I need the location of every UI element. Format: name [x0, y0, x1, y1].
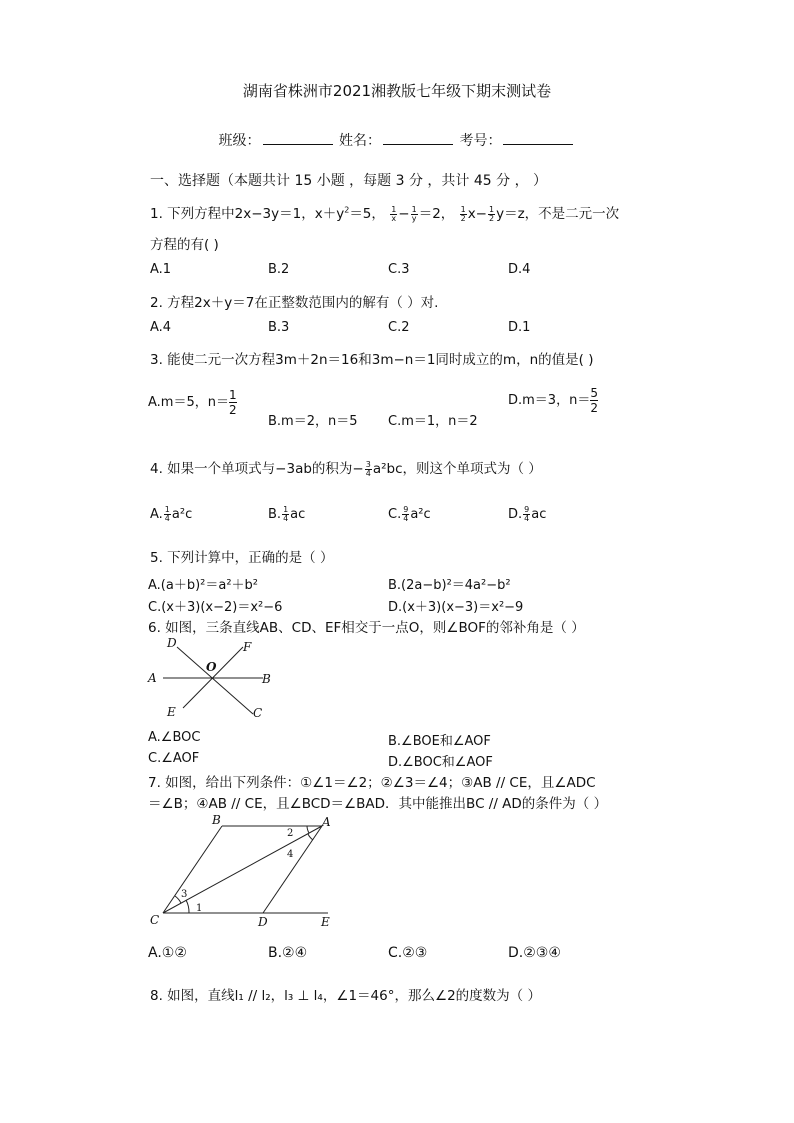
- q7-option-c[interactable]: C.②③: [388, 945, 428, 961]
- q4-c-num: 9: [403, 505, 409, 514]
- q6-label-a: A: [148, 671, 157, 685]
- q7-label-b: B: [212, 813, 221, 827]
- q3-a-den: 2: [228, 403, 237, 417]
- q6-label-d: D: [167, 636, 177, 650]
- q4-text-b: a²bc，则这个单项式为（ ）: [372, 461, 542, 477]
- q1-option-d[interactable]: D.4: [508, 262, 531, 277]
- number-blank[interactable]: [503, 132, 573, 145]
- q7-label-1: 1: [196, 903, 203, 914]
- q4-d-prefix: D.: [508, 507, 523, 522]
- q7-label-3: 3: [181, 889, 188, 900]
- q4-a-den: 4: [164, 514, 170, 523]
- q2-option-b[interactable]: B.3: [268, 320, 290, 335]
- name-label: 姓名：: [339, 133, 381, 149]
- q3-option-a-text: A.m＝5，n＝: [148, 395, 229, 410]
- q4-option-d[interactable]: [508, 506, 546, 523]
- q4-frac-den: 4: [365, 468, 371, 478]
- q7-figure: [145, 812, 345, 932]
- q1-text-e: y＝z，不是二元一次: [496, 206, 620, 222]
- q1-text-b: ＝5，: [349, 206, 385, 222]
- q4-c-prefix: C.: [388, 507, 402, 522]
- q7-option-a[interactable]: A.①②: [148, 945, 187, 961]
- section-heading: 一、选择题（本题共计 15 小题 ，每题 3 分 ，共计 45 分 ， ）: [150, 173, 548, 189]
- q3-d-den: 2: [590, 401, 598, 415]
- q3-option-d-frac: [590, 386, 598, 415]
- q4-frac: [365, 461, 372, 478]
- question-7-line1: 7. 如图，给出下列条件：①∠1＝∠2；②∠3＝∠4；③AB // CE，且∠ADC: [148, 775, 596, 791]
- q2-option-c[interactable]: C.2: [388, 320, 410, 335]
- q6-option-a[interactable]: A.∠BOC: [148, 730, 201, 745]
- q1-frac-1y: $\frac{1}{y}$: [411, 204, 417, 223]
- q6-label-f: F: [243, 640, 252, 654]
- q4-d-num: 9: [524, 505, 530, 514]
- q4-a-prefix: A.: [150, 507, 163, 522]
- name-blank[interactable]: [383, 132, 453, 145]
- q4-b-den: 4: [283, 514, 289, 523]
- q6-label-o: O: [206, 660, 217, 674]
- q1-frac-half-2: $\frac{1}{2}$: [489, 204, 495, 223]
- q4-c-frac: [402, 506, 409, 523]
- q4-a-frac: [164, 506, 171, 523]
- q4-text-a: 4. 如果一个单项式与−3ab的积为−: [150, 461, 364, 477]
- q1-text-c: ＝2，: [418, 206, 455, 222]
- q4-option-b[interactable]: [268, 506, 305, 523]
- q4-b-rest: ac: [290, 507, 306, 522]
- q1-option-c[interactable]: C.3: [388, 262, 410, 277]
- q6-label-c: C: [253, 706, 263, 720]
- q1-frac-1x: $\frac{1}{x}$: [391, 204, 397, 223]
- q3-option-a[interactable]: [148, 388, 237, 417]
- q7-angle-1-arc: [186, 900, 189, 913]
- student-info: [0, 130, 794, 150]
- q6-option-d[interactable]: D.∠BOC和∠AOF: [388, 755, 493, 770]
- q1-frac-half-1: $\frac{1}{2}$: [460, 204, 466, 223]
- q4-b-prefix: B.: [268, 507, 282, 522]
- question-3: 3. 能使二元一次方程3m＋2n＝16和3m−n＝1同时成立的m，n的值是( ): [150, 352, 594, 368]
- q3-d-num: 5: [590, 386, 598, 400]
- q2-option-a[interactable]: A.4: [150, 320, 172, 335]
- class-blank[interactable]: [263, 132, 333, 145]
- q7-option-d[interactable]: D.②③④: [508, 945, 561, 961]
- page-title: 湖南省株洲市2021湘教版七年级下期末测试卷: [242, 82, 552, 100]
- q6-line-dc: [177, 647, 253, 714]
- q5-option-b[interactable]: B.(2a−b)²＝4a²−b²: [388, 578, 511, 593]
- q1-text-d: x−: [467, 206, 487, 222]
- q7-label-d: D: [258, 915, 268, 929]
- q5-option-c[interactable]: C.(x＋3)(x−2)＝x²−6: [148, 600, 283, 615]
- q7-label-a: A: [322, 815, 331, 829]
- q4-b-num: 1: [283, 505, 289, 514]
- q1-line2: 方程的有( ): [150, 237, 219, 253]
- q1-text-a: 1. 下列方程中2x−3y＝1，x＋y: [150, 206, 345, 222]
- q7-label-c: C: [150, 913, 160, 927]
- q4-c-rest: a²c: [410, 507, 431, 522]
- q4-d-frac: [523, 506, 530, 523]
- q7-line-bc: [163, 826, 222, 913]
- q4-frac-num: 3: [365, 459, 371, 469]
- q4-a-num: 1: [164, 505, 170, 514]
- question-7-line2: ＝∠B；④AB // CE，且∠BCD＝∠BAD．其中能推出BC // AD的条件为（ ）: [148, 796, 608, 812]
- q3-option-a-frac: [229, 388, 237, 417]
- question-6: 6. 如图，三条直线AB、CD、EF相交于一点O，则∠BOF的邻补角是（ ）: [148, 620, 585, 636]
- question-5: 5. 下列计算中，正确的是（ ）: [150, 550, 334, 566]
- class-label: 班级：: [218, 133, 261, 149]
- q2-option-d[interactable]: D.1: [508, 320, 531, 335]
- q1-option-a[interactable]: A.1: [150, 262, 172, 277]
- q4-option-c[interactable]: [388, 506, 431, 523]
- q3-option-c[interactable]: C.m＝1，n＝2: [388, 414, 478, 429]
- q4-c-den: 4: [403, 514, 409, 523]
- q6-label-b: B: [262, 672, 271, 686]
- q3-option-d-text: D.m＝3，n＝: [508, 393, 591, 408]
- q6-label-e: E: [167, 705, 176, 719]
- q4-b-frac: [282, 506, 289, 523]
- q4-d-rest: ac: [531, 507, 547, 522]
- q7-label-e: E: [321, 915, 330, 929]
- q7-angle-2-arc: [307, 826, 309, 833]
- q5-option-a[interactable]: A.(a＋b)²＝a²＋b²: [148, 578, 259, 593]
- question-4: [150, 457, 542, 478]
- q4-option-a[interactable]: [150, 506, 192, 523]
- q1-option-b[interactable]: B.2: [268, 262, 290, 277]
- q4-a-rest: a²c: [171, 507, 193, 522]
- q7-label-2: 2: [287, 828, 294, 839]
- q5-option-d[interactable]: D.(x＋3)(x−3)＝x²−9: [388, 600, 524, 615]
- question-2: 2. 方程2x＋y＝7在正整数范围内的解有（ ）对.: [150, 295, 439, 311]
- q7-line-ad: [263, 826, 322, 913]
- q7-label-4: 4: [287, 849, 294, 860]
- q3-a-num: 1: [228, 388, 237, 402]
- question-8: 8. 如图，直线l₁ // l₂，l₃ ⊥ l₄，∠1＝46°，那么∠2的度数为（ ）: [150, 988, 541, 1004]
- q7-option-b[interactable]: B.②④: [268, 945, 308, 961]
- question-1: 1. 下列方程中2x−3y＝1，$x+y^2=5$， $\frac{1}{x}$ − $\frac{1}{y}$ ＝2， $\frac{1}{2}$ x− $\frac{1}{2}$ y＝z，不是二元一次: [150, 204, 620, 223]
- q4-d-den: 4: [524, 514, 530, 523]
- q6-option-b[interactable]: B.∠BOE和∠AOF: [388, 734, 491, 749]
- number-label: 考号：: [459, 133, 502, 149]
- q3-option-b[interactable]: B.m＝2，n＝5: [268, 414, 358, 429]
- q1-exp: 2: [344, 205, 350, 215]
- q3-option-d[interactable]: [508, 386, 598, 415]
- q7-angle-4-arc: [308, 834, 313, 840]
- q6-option-c[interactable]: C.∠AOF: [148, 751, 200, 766]
- q6-figure: [145, 636, 285, 724]
